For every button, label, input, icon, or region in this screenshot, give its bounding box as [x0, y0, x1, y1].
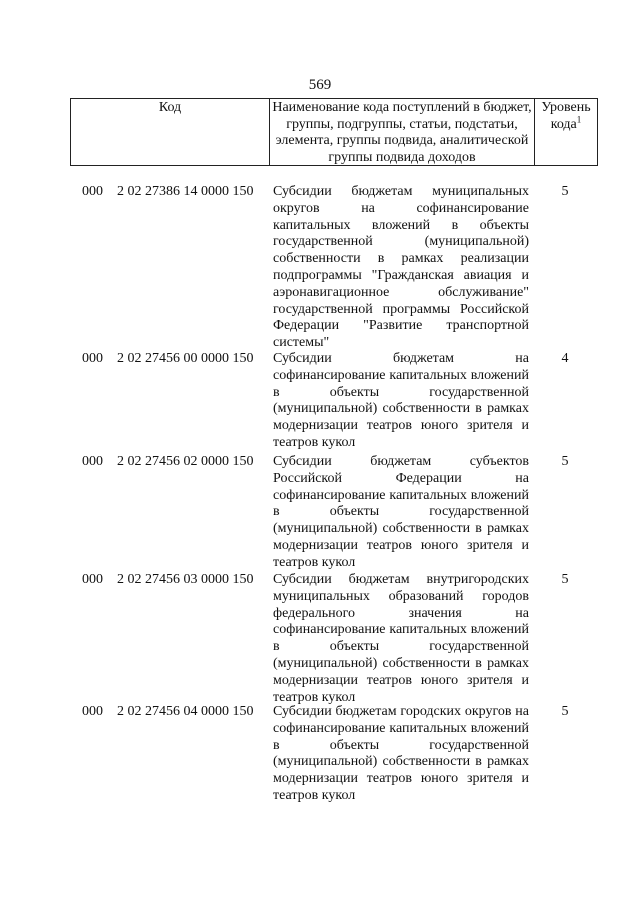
header-level — [535, 99, 597, 166]
page-number: 569 — [308, 77, 332, 93]
table-row — [0, 351, 640, 454]
row-code: 2 02 27456 03 0000 150 — [117, 572, 254, 587]
row-level: 5 — [561, 572, 569, 587]
row-level: 4 — [561, 351, 569, 366]
header-level-label: Уровень кода — [541, 100, 591, 132]
table-row — [0, 572, 640, 704]
row-prefix: 000 — [82, 351, 103, 366]
row-prefix: 000 — [82, 572, 103, 587]
header-code: Код — [158, 100, 182, 115]
table-row — [0, 184, 640, 351]
row-prefix: 000 — [82, 704, 103, 719]
header-level-footnote: 1 — [576, 113, 582, 124]
header-name: Наименование кода поступлений в бюджет, группы, подгруппы, статьи, подстатьи, элемента, группы подвида, аналитической группы подвида доходов — [269, 99, 535, 165]
row-code: 2 02 27456 04 0000 150 — [117, 704, 254, 719]
table-row — [0, 704, 640, 806]
row-name: Субсидии бюджетам внутригородских муниципальных образований городов федерального значения на софинансирование капитальных вложений в объекты государственной (муниципальной) собственности в рамках модернизации театров юного зрителя и театров кукол — [273, 572, 529, 705]
row-code: 2 02 27386 14 0000 150 — [117, 184, 254, 199]
row-level: 5 — [561, 454, 569, 469]
row-code: 2 02 27456 00 0000 150 — [117, 351, 254, 366]
row-prefix: 000 — [82, 184, 103, 199]
table-row — [0, 454, 640, 572]
row-level: 5 — [561, 184, 569, 199]
row-name: Субсидии бюджетам муниципальных округов на софинансирование капитальных вложений в объекты государственной (муниципальной) собственности в рамках реализации подпрограммы "Гражданская авиация и аэронавигационное обслуживание" государственной программы Российской Федерации "Развитие транспортной системы" — [273, 184, 529, 351]
row-level: 5 — [561, 704, 569, 719]
row-name: Субсидии бюджетам на софинансирование капитальных вложений в объекты государственной (муниципальной) собственности в рамках модернизации театров юного зрителя и театров кукол — [273, 351, 529, 450]
table-header — [70, 98, 598, 166]
table-body — [0, 184, 640, 806]
row-name: Субсидии бюджетам субъектов Российской Федерации на софинансирование капитальных вложений в объекты государственной (муниципальной) собственности в рамках модернизации театров юного зрителя и театров кукол — [273, 454, 529, 570]
row-prefix: 000 — [82, 454, 103, 469]
row-code: 2 02 27456 02 0000 150 — [117, 454, 254, 469]
row-name: Субсидии бюджетам городских округов на софинансирование капитальных вложений в объекты государственной (муниципальной) собственности в рамках модернизации театров юного зрителя и театров кукол — [273, 704, 529, 803]
